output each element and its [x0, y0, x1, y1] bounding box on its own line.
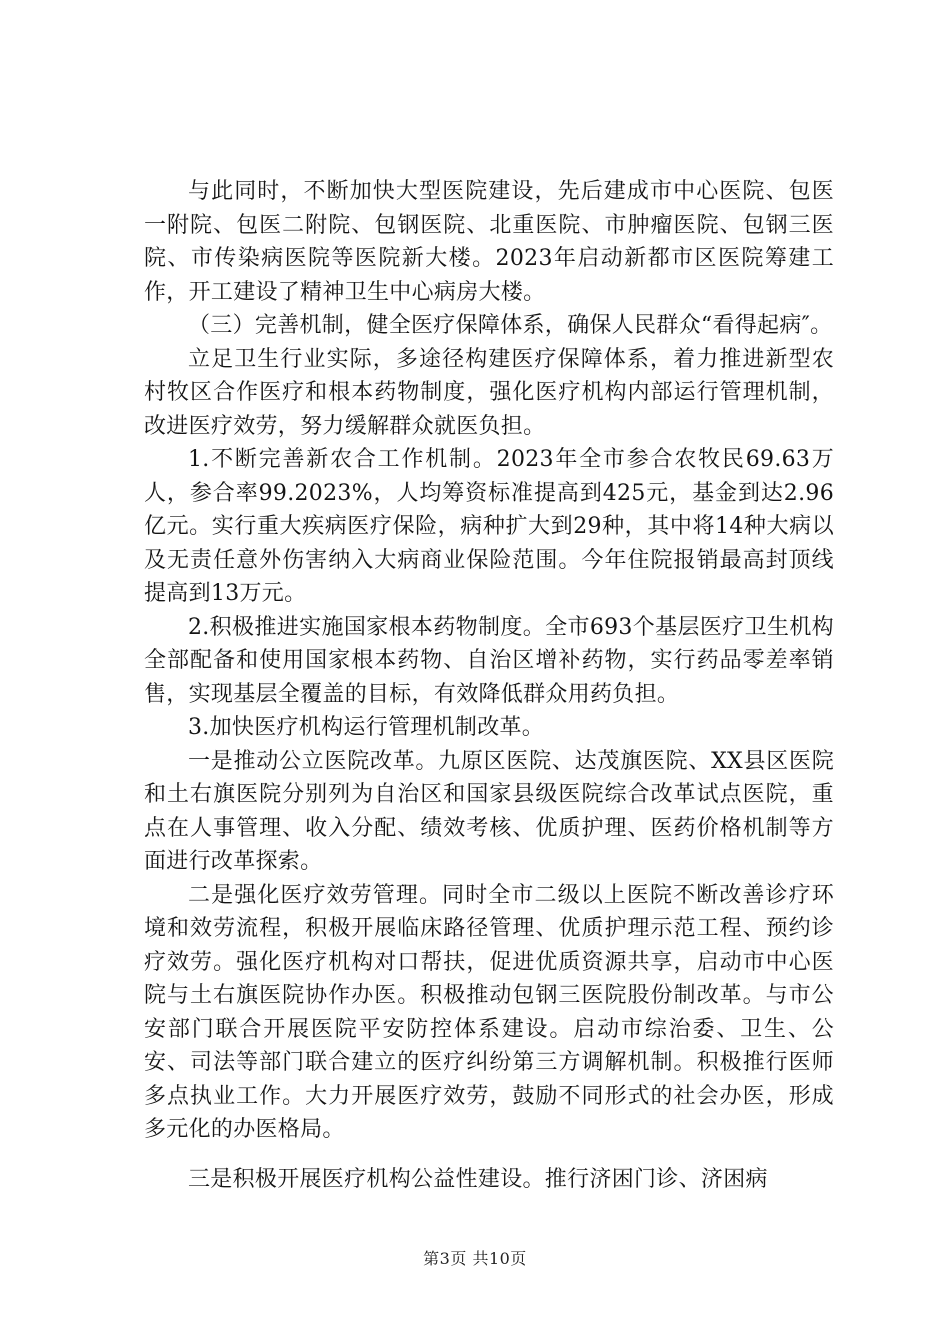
paragraph-hospital-construction: 与此同时，不断加快大型医院建设，先后建成市中心医院、包医一附院、包医二附院、包钢医院、北重医院、市肿瘤医院、包钢三医院、市传染病医院等医院新大楼。2023年启动新都市区医院筹建工作，开工建设了精神卫生中心病房大楼。 [144, 179, 834, 305]
section-heading-medical-security: （三）完善机制，健全医疗保障体系，确保人民群众“看得起病″。 [188, 313, 833, 338]
paragraph-public-hospital-reform: 一是推动公立医院改革。九原区医院、达茂旗医院、XX县区医院和土右旗医院分别列为自治区和国家县级医院综合改革试点医院，重点在人事管理、收入分配、绩效考核、优质护理、医药价格机制等方面进行改革探索。 [144, 748, 834, 874]
paragraph-public-welfare: 三是积极开展医疗机构公益性建设。推行济困门诊、济困病 [188, 1166, 768, 1192]
page-number-footer: 第3页 共10页 [423, 1249, 527, 1268]
paragraph-new-rural-cooperative: 1.不断完善新农合工作机制。2023年全市参合农牧民69.63万人，参合率99.2023%，人均筹资标准提高到425元，基金到达2.96亿元。实行重大疾病医疗保险，病种扩大到29种，其中将14种大病以及无责任意外伤害纳入大病商业保险范围。今年住院报销最高封顶线提高到13万元。 [144, 447, 834, 606]
paragraph-management-reform-heading: 3.加快医疗机构运行管理机制改革。 [188, 715, 545, 740]
paragraph-service-management: 二是强化医疗效劳管理。同时全市二级以上医院不断改善诊疗环境和效劳流程，积极开展临床路径管理、优质护理示范工程、预约诊疗效劳。强化医疗机构对口帮扶，促进优质资源共享，启动市中心医院与土右旗医院协作办医。积极推动包钢三医院股份制改革。与市公安部门联合开展医院平安防控体系建设。启动市综治委、卫生、公安、司法等部门联合建立的医疗纠纷第三方调解机制。积极推行医师多点执业工作。大力开展医疗效劳，鼓励不同形式的社会办医，形成多元化的办医格局。 [144, 882, 834, 1142]
paragraph-medical-security-intro: 立足卫生行业实际，多途径构建医疗保障体系，着力推进新型农村牧区合作医疗和根本药物制度，强化医疗机构内部运行管理机制，改进医疗效劳，努力缓解群众就医负担。 [144, 346, 834, 439]
paragraph-essential-drugs: 2.积极推进实施国家根本药物制度。全市693个基层医疗卫生机构全部配备和使用国家根本药物、自治区增补药物，实行药品零差率销售，实现基层全覆盖的目标，有效降低群众用药负担。 [144, 614, 834, 707]
document-body [144, 175, 834, 1196]
